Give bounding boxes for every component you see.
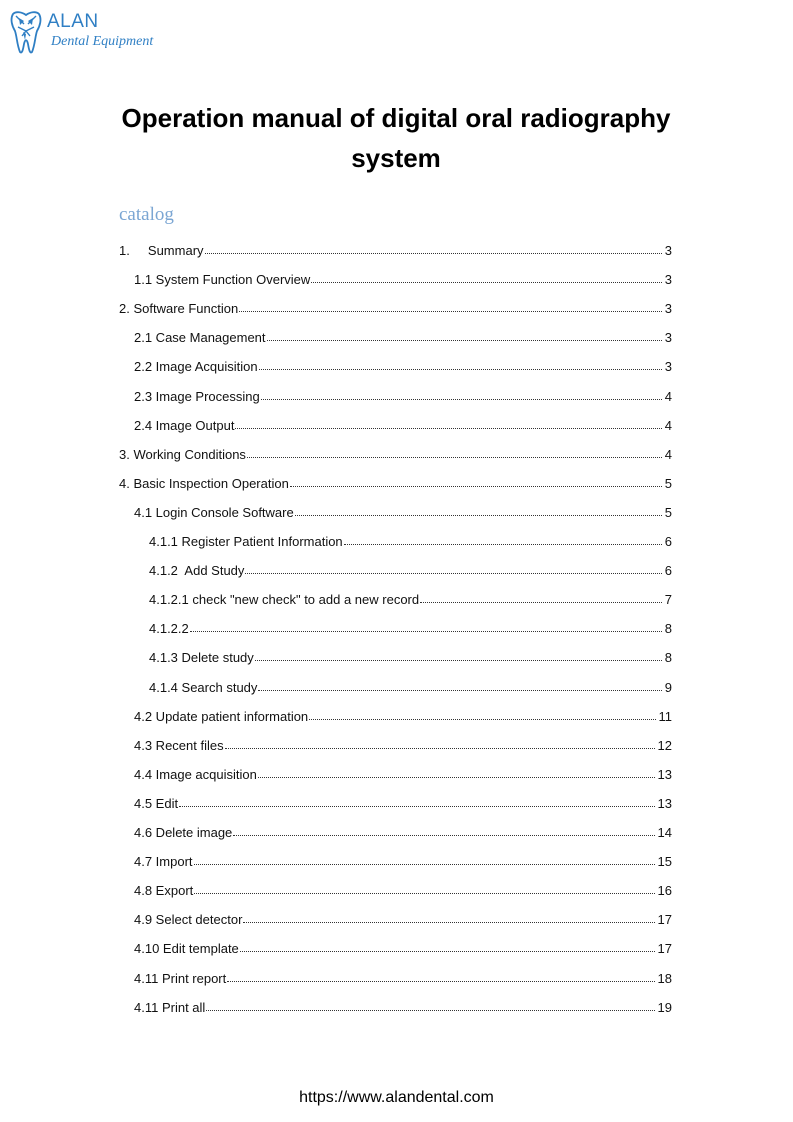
toc-entry-page: 19 [657, 1000, 672, 1015]
toc-entry-page: 8 [664, 621, 672, 636]
toc-entry-title: 4. Basic Inspection Operation [119, 476, 289, 491]
toc-dot-leader [261, 399, 662, 400]
toc-entry-page: 13 [657, 796, 672, 811]
toc-entry[interactable] [119, 471, 672, 491]
toc-entry-page: 13 [657, 767, 672, 782]
toc-entry[interactable] [134, 733, 672, 753]
toc-entry-title: 2.2 Image Acquisition [134, 359, 258, 374]
toc-entry-page: 6 [664, 563, 672, 578]
toc-dot-leader [255, 660, 662, 661]
toc-dot-leader [225, 748, 655, 749]
toc-entry[interactable] [149, 645, 672, 665]
toc-dot-leader [239, 311, 662, 312]
toc-dot-leader [206, 1010, 654, 1011]
toc-entry-title: 4.11 Print all [134, 1000, 206, 1015]
toc-dot-leader [311, 282, 661, 283]
toc-dot-leader [290, 486, 662, 487]
toc-entry-page: 5 [664, 505, 672, 520]
document-title: Operation manual of digital oral radiography system [121, 103, 671, 173]
toc-entry[interactable] [134, 791, 672, 811]
toc-entry[interactable] [134, 936, 672, 956]
toc-dot-leader [194, 864, 655, 865]
toc-entry-title: 2.3 Image Processing [134, 389, 260, 404]
toc-entry-page: 15 [657, 854, 672, 869]
toc-dot-leader [190, 631, 662, 632]
toc-dot-leader [240, 951, 655, 952]
toc-entry-title: 4.4 Image acquisition [134, 767, 257, 782]
toc-dot-leader [243, 922, 654, 923]
toc-entry-title: 4.1.2.2 [149, 621, 189, 636]
toc-entry[interactable] [134, 995, 672, 1015]
toc-entry[interactable] [134, 384, 672, 404]
toc-entry-page: 4 [664, 447, 672, 462]
toc-entry[interactable] [119, 442, 672, 462]
toc-entry[interactable] [134, 500, 672, 520]
toc-entry[interactable] [149, 558, 672, 578]
toc-entry-title: 4.1.3 Delete study [149, 650, 254, 665]
toc-entry[interactable] [134, 413, 672, 433]
toc-entry-page: 6 [664, 534, 672, 549]
toc-dot-leader [344, 544, 662, 545]
toc-entry-title: 1. Summary [119, 243, 204, 258]
toc-entry-title: 4.2 Update patient information [134, 709, 309, 724]
toc-entry-page: 4 [664, 418, 672, 433]
toc-entry-page: 16 [657, 883, 672, 898]
toc-entry[interactable] [134, 907, 672, 927]
toc-entry-page: 11 [658, 709, 672, 724]
toc-entry-page: 17 [657, 941, 672, 956]
toc-entry-title: 4.10 Edit template [134, 941, 239, 956]
toc-entry-page: 3 [664, 330, 672, 345]
toc-entry[interactable] [119, 238, 672, 258]
toc-dot-leader [258, 777, 655, 778]
catalog-heading: catalog [119, 204, 174, 225]
toc-entry-title: 4.3 Recent files [134, 738, 224, 753]
toc-entry-title: 4.5 Edit [134, 796, 179, 811]
toc-dot-leader [258, 690, 661, 691]
toc-entry-page: 18 [657, 971, 672, 986]
toc-entry[interactable] [134, 704, 672, 724]
toc-entry-page: 3 [664, 359, 672, 374]
toc-dot-leader [309, 719, 655, 720]
toc-entry-title: 4.6 Delete image [134, 825, 233, 840]
toc-entry-page: 14 [657, 825, 672, 840]
logo-tagline: Dental Equipment [51, 34, 154, 49]
tooth-logo-icon [10, 10, 42, 54]
toc-entry[interactable] [149, 675, 672, 695]
toc-dot-leader [205, 253, 662, 254]
toc-entry-title: 2.4 Image Output [134, 418, 235, 433]
toc-entry-title: 4.1.1 Register Patient Information [149, 534, 343, 549]
toc-dot-leader [247, 457, 662, 458]
toc-entry-title: 4.1.2.1 check "new check" to add a new record [149, 592, 420, 607]
toc-entry-title: 3. Working Conditions [119, 447, 246, 462]
toc-entry-title: 4.11 Print report [134, 971, 227, 986]
toc-entry[interactable] [149, 587, 672, 607]
toc-entry-page: 5 [664, 476, 672, 491]
logo-wordmark: ALAN [47, 11, 99, 32]
toc-entry-page: 4 [664, 389, 672, 404]
toc-entry[interactable] [134, 966, 672, 986]
toc-entry-title: 4.1.4 Search study [149, 680, 258, 695]
toc-dot-leader [245, 573, 661, 574]
toc-dot-leader [194, 893, 654, 894]
toc-entry-page: 3 [664, 301, 672, 316]
toc-dot-leader [233, 835, 654, 836]
toc-dot-leader [267, 340, 662, 341]
toc-entry-title: 4.8 Export [134, 883, 194, 898]
toc-entry-title: 2.1 Case Management [134, 330, 266, 345]
toc-dot-leader [227, 981, 654, 982]
toc-entry[interactable] [134, 325, 672, 345]
toc-entry[interactable] [149, 616, 672, 636]
toc-entry[interactable] [134, 354, 672, 374]
toc-entry-title: 2. Software Function [119, 301, 239, 316]
toc-entry-page: 3 [664, 243, 672, 258]
toc-entry-title: 4.9 Select detector [134, 912, 243, 927]
toc-dot-leader [179, 806, 654, 807]
toc-dot-leader [420, 602, 662, 603]
toc-entry-title: 4.1 Login Console Software [134, 505, 294, 520]
toc-entry-page: 3 [664, 272, 672, 287]
toc-entry-page: 8 [664, 650, 672, 665]
toc-entry[interactable] [134, 762, 672, 782]
toc-entry-page: 7 [664, 592, 672, 607]
toc-entry[interactable] [134, 820, 672, 840]
toc-entry[interactable] [134, 267, 672, 287]
toc-entry-page: 12 [657, 738, 672, 753]
toc-entry-title: 1.1 System Function Overview [134, 272, 311, 287]
toc-entry-title: 4.7 Import [134, 854, 193, 869]
toc-dot-leader [295, 515, 662, 516]
toc-entry-title: 4.1.2 Add Study [149, 563, 245, 578]
toc-dot-leader [259, 369, 662, 370]
toc-entry[interactable] [119, 296, 672, 316]
toc-entry[interactable] [149, 529, 672, 549]
toc-entry[interactable] [134, 849, 672, 869]
toc-dot-leader [235, 428, 661, 429]
footer-url[interactable]: https://www.alandental.com [299, 1089, 494, 1106]
toc-entry-page: 9 [664, 680, 672, 695]
toc-entry[interactable] [134, 878, 672, 898]
toc-entry-page: 17 [657, 912, 672, 927]
